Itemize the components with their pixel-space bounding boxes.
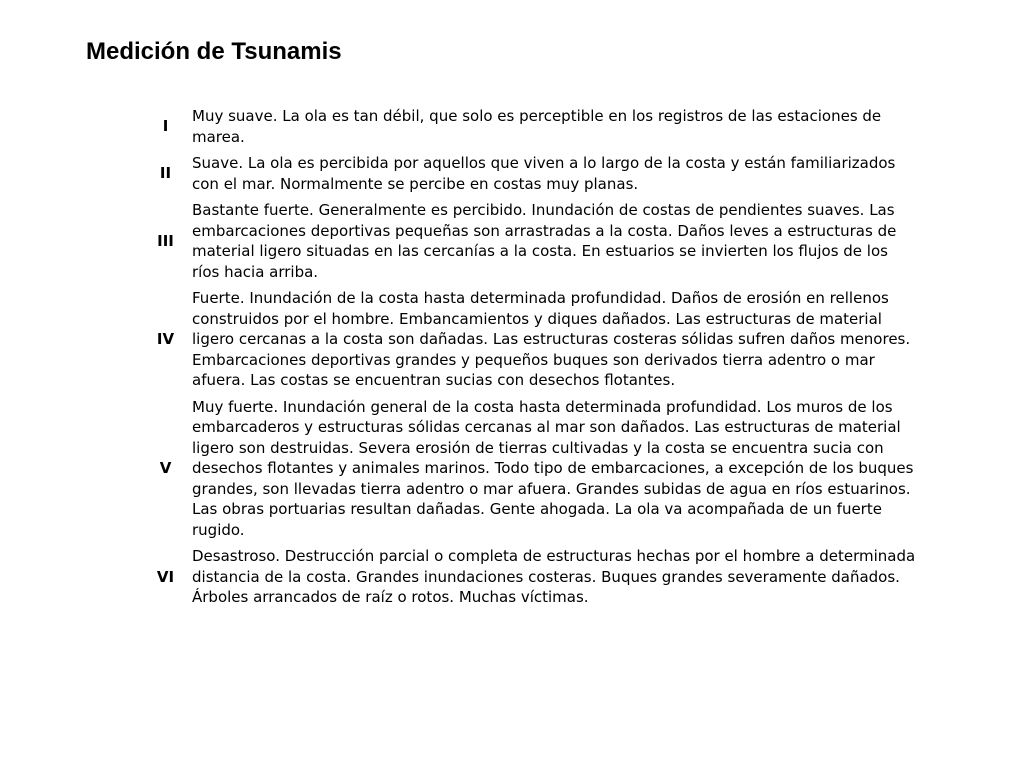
scale-row-3 [150,200,920,282]
scale-numeral: IV [156,330,175,348]
scale-description: Fuerte. Inundación de la costa hasta determinada profundidad. Daños de erosión en rellenos construidos por el hombre. Embancamientos y diques dañados. Las estructuras de material ligero cercanas a la costa son dañadas. Las estructuras costeras sólidas sufren daños menores. Embarcaciones deportivas grandes y pequeños buques son derivados tierra adentro o mar afuera. Las costas se encuentran sucias con desechos flotantes. [192,289,911,389]
scale-description: Muy fuerte. Inundación general de la costa hasta determinada profundidad. Los muros de los embarcaderos y estructuras sólidas cercanas al mar son dañados. Las estructuras de material ligero son destruidas. Severa erosión de tierras cultivadas y la costa se encuentra sucia con desechos flotantes y animales marinos. Todo tipo de embarcaciones, a excepción de los buques grandes, son llevadas tierra adentro o mar afuera. Grandes subidas de agua en ríos estuarinos. Las obras portuarias resultan dañadas. Gente ahogada. La ola va acompañada de un fuerte rugido. [192,397,914,539]
scale-numeral: II [159,164,172,183]
tsunami-intensity-scale [150,106,920,614]
scale-description: Desastroso. Destrucción parcial o completa de estructuras hechas por el hombre a determinada distancia de la costa. Grandes inundaciones costeras. Buques grandes severamente dañados. Árboles arrancados de raíz o rotos. Muchas víctimas. [192,547,916,606]
scale-row-2 [150,153,920,194]
page-title: Medición de Tsunamis [86,38,342,65]
scale-numeral: VI [156,567,175,586]
scale-description: Bastante fuerte. Generalmente es percibido. Inundación de costas de pendientes suaves. Las embarcaciones deportivas pequeñas son arrastradas a la costa. Daños leves a estructuras de material ligero situadas en las cercanías a la costa. En estuarios se invierten los flujos de los ríos hacia arriba. [192,201,897,281]
scale-numeral: I [162,117,169,136]
scale-row-6 [150,546,920,608]
scale-numeral: V [159,459,172,477]
scale-description: Suave. La ola es percibida por aquellos que viven a lo largo de la costa y están familiarizados con el mar. Normalmente se percibe en costas muy planas. [192,154,896,193]
scale-numeral: III [157,231,174,250]
scale-row-4 [150,288,920,391]
scale-row-1 [150,106,920,147]
scale-row-5 [150,397,920,541]
scale-description: Muy suave. La ola es tan débil, que solo es perceptible en los registros de las estaciones de marea. [192,107,882,146]
